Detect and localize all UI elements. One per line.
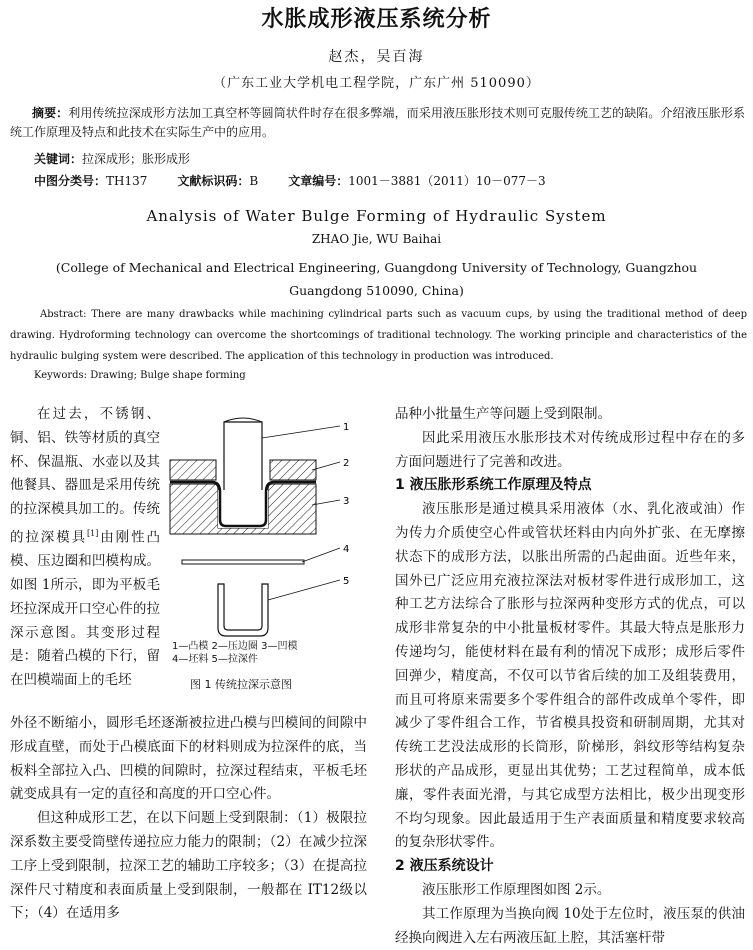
legend-line-2: 4—坯料 5—拉深件 xyxy=(172,654,258,665)
paragraph: 在过去，不锈钢、铜、铝、铁等材质的真空杯、保温瓶、水壶以及其他餐具、器皿是采用传统的拉深模具加工的。传统的拉深模具[1]由刚性凸模、压边圈和凹模构成。如图 1所示，即为平板毛坯拉深成开口空心件的拉深示意图。其变形过程是：随着凸模的下行，留在凹模端面上的毛坯 xyxy=(10,406,160,689)
class-value: TH137 xyxy=(106,174,148,188)
abstract-text-en: There are many drawbacks while machining cylindrical parts such as vacuum cups, by using the traditional method of deep drawing. Hydroforming technology can overcome the shortcomings of traditional technology. The working principle and characteristics of the hydraulic bulging system were described. The application of this technology in production was introduced. xyxy=(10,309,747,362)
flat-blank xyxy=(182,560,304,564)
paragraph: 但这种成形工艺，在以下问题上受到限制：（1）极限拉深系数主要受筒壁传递拉应力能力的限制；（2）在减少拉深工序上受到限制，拉深工艺的辅助工序较多；（3）在提高拉深件尺寸精度和表面质量上受到限制，一般都在 IT12级以下；（4）在适用多 xyxy=(10,810,367,922)
label-4: 4 xyxy=(343,544,350,555)
classification-line xyxy=(34,172,546,189)
drawn-part xyxy=(218,584,268,636)
abstract-label-cn: 摘要： xyxy=(32,106,69,120)
figure-legend xyxy=(172,640,297,666)
paragraph: 因此采用液压水胀形技术对传统成形过程中存在的多方面问题进行了完善和改进。 xyxy=(395,429,745,470)
abstract-en xyxy=(10,304,747,367)
label-3: 3 xyxy=(343,496,350,507)
figure-caption: 图 1 传统拉深示意图 xyxy=(190,678,292,691)
paragraph: 液压胀形是通过模具采用液体（水、乳化液或油）作为传力介质使空心件或管状坯料由内向外扩张、在无摩擦状态下的成形方法，以胀出所需的凸起曲面。近些年来，国外已广泛应用充液拉深法对板材零件进行成形加工，这种工艺方法综合了胀形与拉深两种变形方式的优点，可以成形非常复杂的中小批量板材零件。其最大特点是胀形力传递均匀，能使材料在最有利的情况下成形；成形后零件回弹少，精度高，不仅可以节省后续的加工及组装费用，而且可将原来需要多个零件组合的部件改成单个零件，即减少了零件组合工作，节省模具投资和研制周期，尤其对传统工艺没法成形的长筒形，阶梯形，斜纹形等结构复杂形状的产品成形，更显出其优势；工艺过程简单，成本低廉，零件表面光滑，与其它成型方法相比，极少出现变形不均匀现象。因此最适用于生产表面质量和精度要求较高的复杂形状零件。 xyxy=(395,501,745,851)
abstract-label-en: Abstract: xyxy=(40,309,87,320)
affiliation-en: (College of Mechanical and Electrical Engineering, Guangdong University of Technology, Guangzhou Guangdong 510090, China) xyxy=(55,260,698,298)
class-label: 中图分类号： xyxy=(34,174,107,188)
blank-holder-left xyxy=(170,460,216,480)
keywords-text-cn: 拉深成形；胀形成形 xyxy=(82,152,191,166)
body-left-top xyxy=(10,403,160,693)
article-no-label: 文章编号： xyxy=(288,174,349,188)
keywords-en xyxy=(34,370,246,381)
label-5: 5 xyxy=(343,576,350,587)
authors-en: ZHAO Jie, WU Baihai xyxy=(311,232,442,246)
section-heading-1: 1 液压胀形系统工作原理及特点 xyxy=(395,477,592,494)
paragraph: 其工作原理为当换向阀 10处于左位时，液压泵的供油经换向阀进入左右两液压缸上腔，其活塞杆带 xyxy=(395,905,745,946)
body-left-bottom xyxy=(10,712,367,926)
keywords-cn xyxy=(34,150,190,167)
body-right xyxy=(395,403,745,950)
citation: [1] xyxy=(87,528,99,538)
keywords-label-en: Keywords: xyxy=(34,370,88,381)
paragraph: 外径不断缩小，圆形毛坯逐渐被拉进凸模与凹模间的间隙中形成直壁，而处于凸模底面下的材料则成为拉深件的底，当板料全部拉入凸、凹模的间隙时，拉深过程结束，平板毛坯就变成具有一定的直径和高度的开口空心件。 xyxy=(10,715,367,803)
blank-holder-right xyxy=(270,460,316,480)
authors-cn: 赵杰，吴百海 xyxy=(328,49,425,65)
paper-title-en: Analysis of Water Bulge Forming of Hydraulic System xyxy=(146,207,607,225)
article-no-value: 1001－3881（2011）10－077－3 xyxy=(348,174,546,188)
section-heading-2: 2 液压系统设计 xyxy=(395,858,494,875)
legend-line-1: 1—凸模 2—压边圈 3—凹模 xyxy=(172,641,298,652)
abstract-cn xyxy=(10,104,745,142)
paragraph: 品种小批量生产等问题上受到限制。 xyxy=(395,406,611,422)
label-2: 2 xyxy=(343,458,350,469)
label-1: 1 xyxy=(343,422,350,433)
keywords-label-cn: 关键词： xyxy=(34,152,83,166)
abstract-text-cn: 利用传统拉深成形方法加工真空杯等圆筒状件时存在很多弊端，而采用液压胀形技术则可克服传统工艺的缺陷。介绍液压胀形系统工作原理及特点和此技术在实际生产中的应用。 xyxy=(10,106,745,139)
affiliation-cn: （广东工业大学机电工程学院，广东广州 510090） xyxy=(213,76,540,91)
doc-code-label: 文献标识码： xyxy=(177,174,250,188)
paper-title-cn: 水胀成形液压系统分析 xyxy=(261,7,492,32)
keywords-text-en: Drawing; Bulge shape forming xyxy=(90,370,246,381)
paragraph: 液压胀形工作原理图如图 2示。 xyxy=(422,881,611,898)
doc-code-value: B xyxy=(249,174,259,188)
